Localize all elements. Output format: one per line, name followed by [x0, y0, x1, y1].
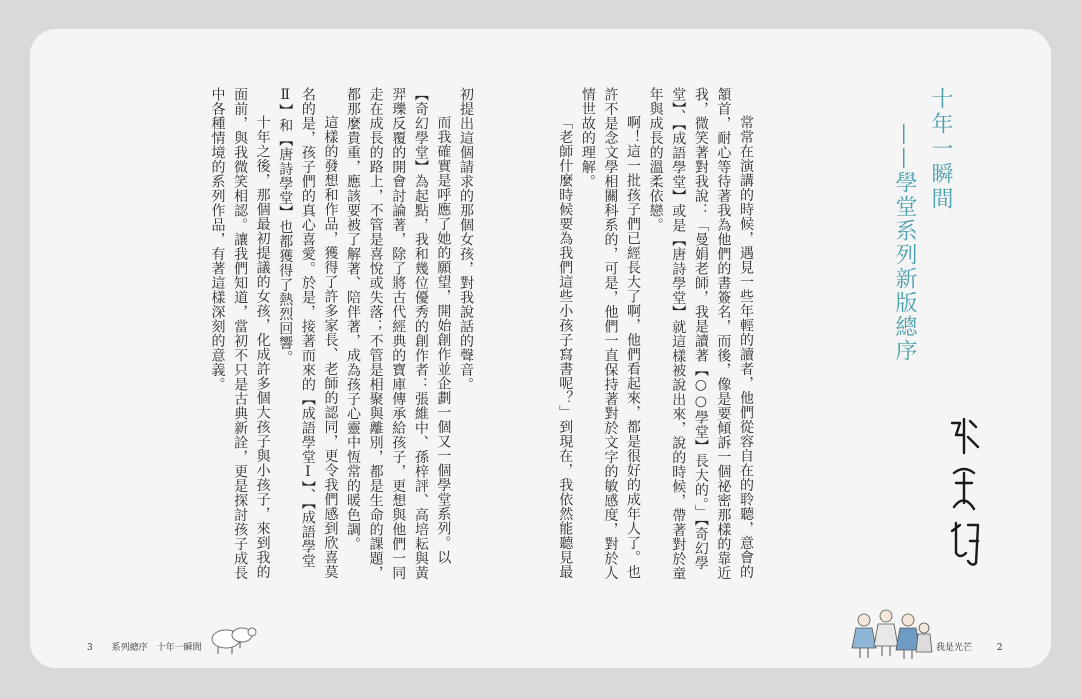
paragraph: 初提出這個請求的那個女孩，對我說話的聲音。 — [458, 87, 474, 392]
title-subtitle: ——學堂系列新版總序 — [892, 123, 917, 363]
running-header-left: 系列總序 十年一瞬間 — [111, 643, 202, 653]
footer-right — [936, 640, 1003, 653]
paragraph: 常常在演講的時候，遇見一些年輕的讀者，他們從容自在的聆聽，意會的頷首，耐心等待著我為他們的書簽名，而後，像是要傾訴一個祕密那樣的靠近我，微笑著對我說：「曼娟老師，我是讀著【○○學堂】長大的。」【奇幻學堂】、【成語學堂】或是【唐詩學堂】就這樣被說出來，說的時候，帶著對於童年與成長的溫柔依戀。 — [647, 87, 754, 581]
paragraph: 這樣的發想和作品，獲得了許多家長、老師的認同，更令我們感到欣喜莫名的是，孩子們的真心喜愛。於是，接著而來的【成語學堂Ⅰ】、【成語學堂Ⅱ】和【唐詩學堂】也都獲得了熱烈回響。 — [277, 87, 339, 579]
chapter-title — [884, 87, 958, 467]
running-header-right: 我是光芒 — [936, 643, 973, 653]
author-signature — [944, 413, 984, 573]
page-number-left: 3 — [87, 643, 93, 653]
title-main: 十年一瞬間 — [928, 87, 953, 212]
left-page-body — [102, 87, 477, 587]
paragraph: 而我確實是呼應了她的願望，開始創作並企劃一個又一個學堂系列。以【奇幻學堂】為起點，我和幾位優秀的創作者：張維中、孫梓評、高培耘與黃羿瓅反覆的開會討論著，除了將古代經典的寶庫傳承給孩子，更想與他們一同走在成長的路上，不管是喜悅或失落；不管是相聚與離別，都是生命的課題，都那麼貴重，應該要被了解著、陪伴著，成為孩子心靈中恆常的暖色調。 — [345, 87, 452, 580]
paragraph: 啊！這一批孩子們已經長大了啊，他們看起來，都是很好的成年人了。也許不是念文學相關科系的，可是，他們一直保持著對於文字的敏感度，對於人情世故的理解。 — [579, 87, 642, 580]
footer-left — [87, 640, 202, 653]
sheep-illustration — [206, 617, 262, 657]
children-illustration — [848, 606, 934, 660]
paragraph: 十年之後，那個最初提議的女孩，化成許多個大孩子與小孩子，來到我的面前，與我微笑相認。讓我們知道，當初不只是古典新詮，更是探討孩子成長中各種情境的系列作品，有著這樣深刻的意義。 — [209, 87, 271, 580]
book-spread — [30, 29, 1051, 668]
page-number-right: 2 — [996, 643, 1003, 653]
right-page-body — [557, 87, 757, 587]
paragraph: 「老師什麼時候要為我們這些小孩子寫書呢？」到現在，我依然能聽見最 — [557, 115, 574, 579]
